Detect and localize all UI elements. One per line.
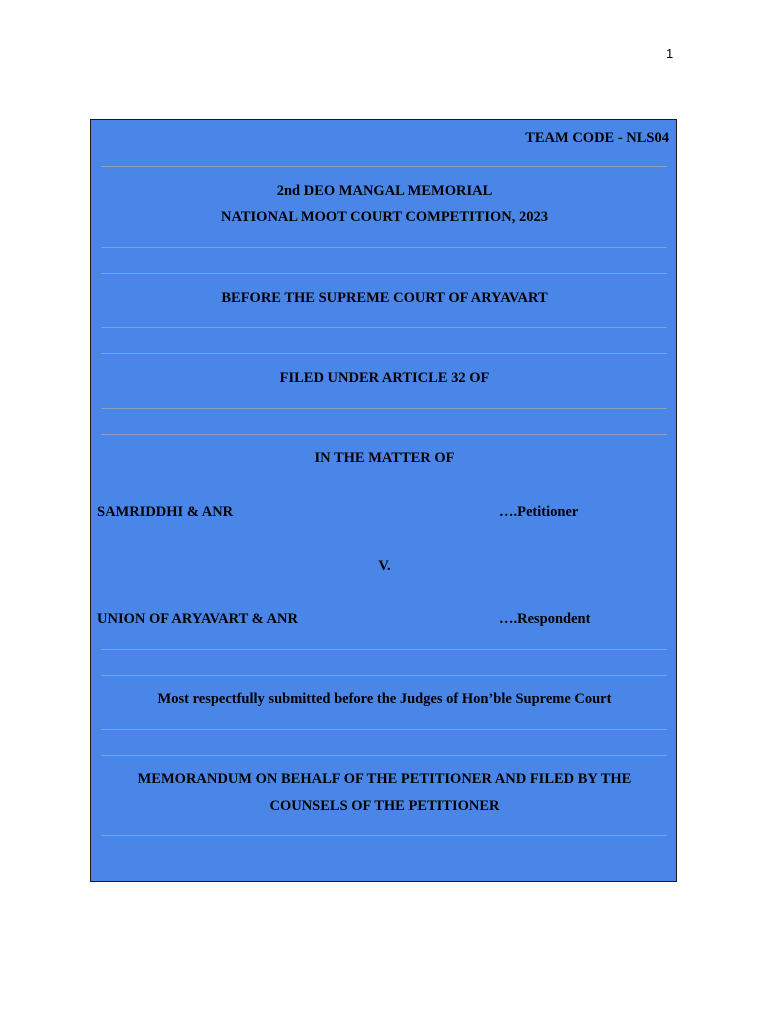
- submission-line: Most respectfully submitted before the Judges of Hon’ble Supreme Court: [157, 691, 612, 707]
- memorandum-line2: COUNSELS OF THE PETITIONER: [269, 798, 500, 814]
- filed-under-heading: FILED UNDER ARTICLE 32 OF: [279, 370, 490, 386]
- petitioner-role: ….Petitioner: [499, 504, 579, 520]
- versus: V.: [378, 558, 391, 574]
- divider: [101, 408, 667, 409]
- respondent-name: UNION OF ARYAVART & ANR: [97, 611, 298, 627]
- divider: [101, 649, 667, 650]
- competition-title-line2: NATIONAL MOOT COURT COMPETITION, 2023: [221, 209, 548, 225]
- petitioner-name: SAMRIDDHI & ANR: [97, 504, 234, 520]
- divider: [101, 755, 667, 756]
- team-code: TEAM CODE - NLS04: [525, 130, 669, 146]
- divider: [101, 675, 667, 676]
- divider: [101, 247, 667, 248]
- court-heading: BEFORE THE SUPREME COURT OF ARYAVART: [221, 290, 548, 306]
- divider: [101, 273, 667, 274]
- page-number: 1: [666, 46, 674, 61]
- divider: [101, 835, 667, 836]
- competition-title-line1: 2nd DEO MANGAL MEMORIAL: [276, 183, 493, 199]
- moot-court-cover-box: [90, 119, 677, 882]
- divider: [101, 327, 667, 328]
- divider: [101, 729, 667, 730]
- respondent-role: ….Respondent: [499, 611, 591, 627]
- memorandum-line1: MEMORANDUM ON BEHALF OF THE PETITIONER AND FILED BY THE: [137, 771, 632, 787]
- in-the-matter-heading: IN THE MATTER OF: [314, 450, 455, 466]
- divider: [101, 166, 667, 167]
- divider: [101, 353, 667, 354]
- divider: [101, 434, 667, 435]
